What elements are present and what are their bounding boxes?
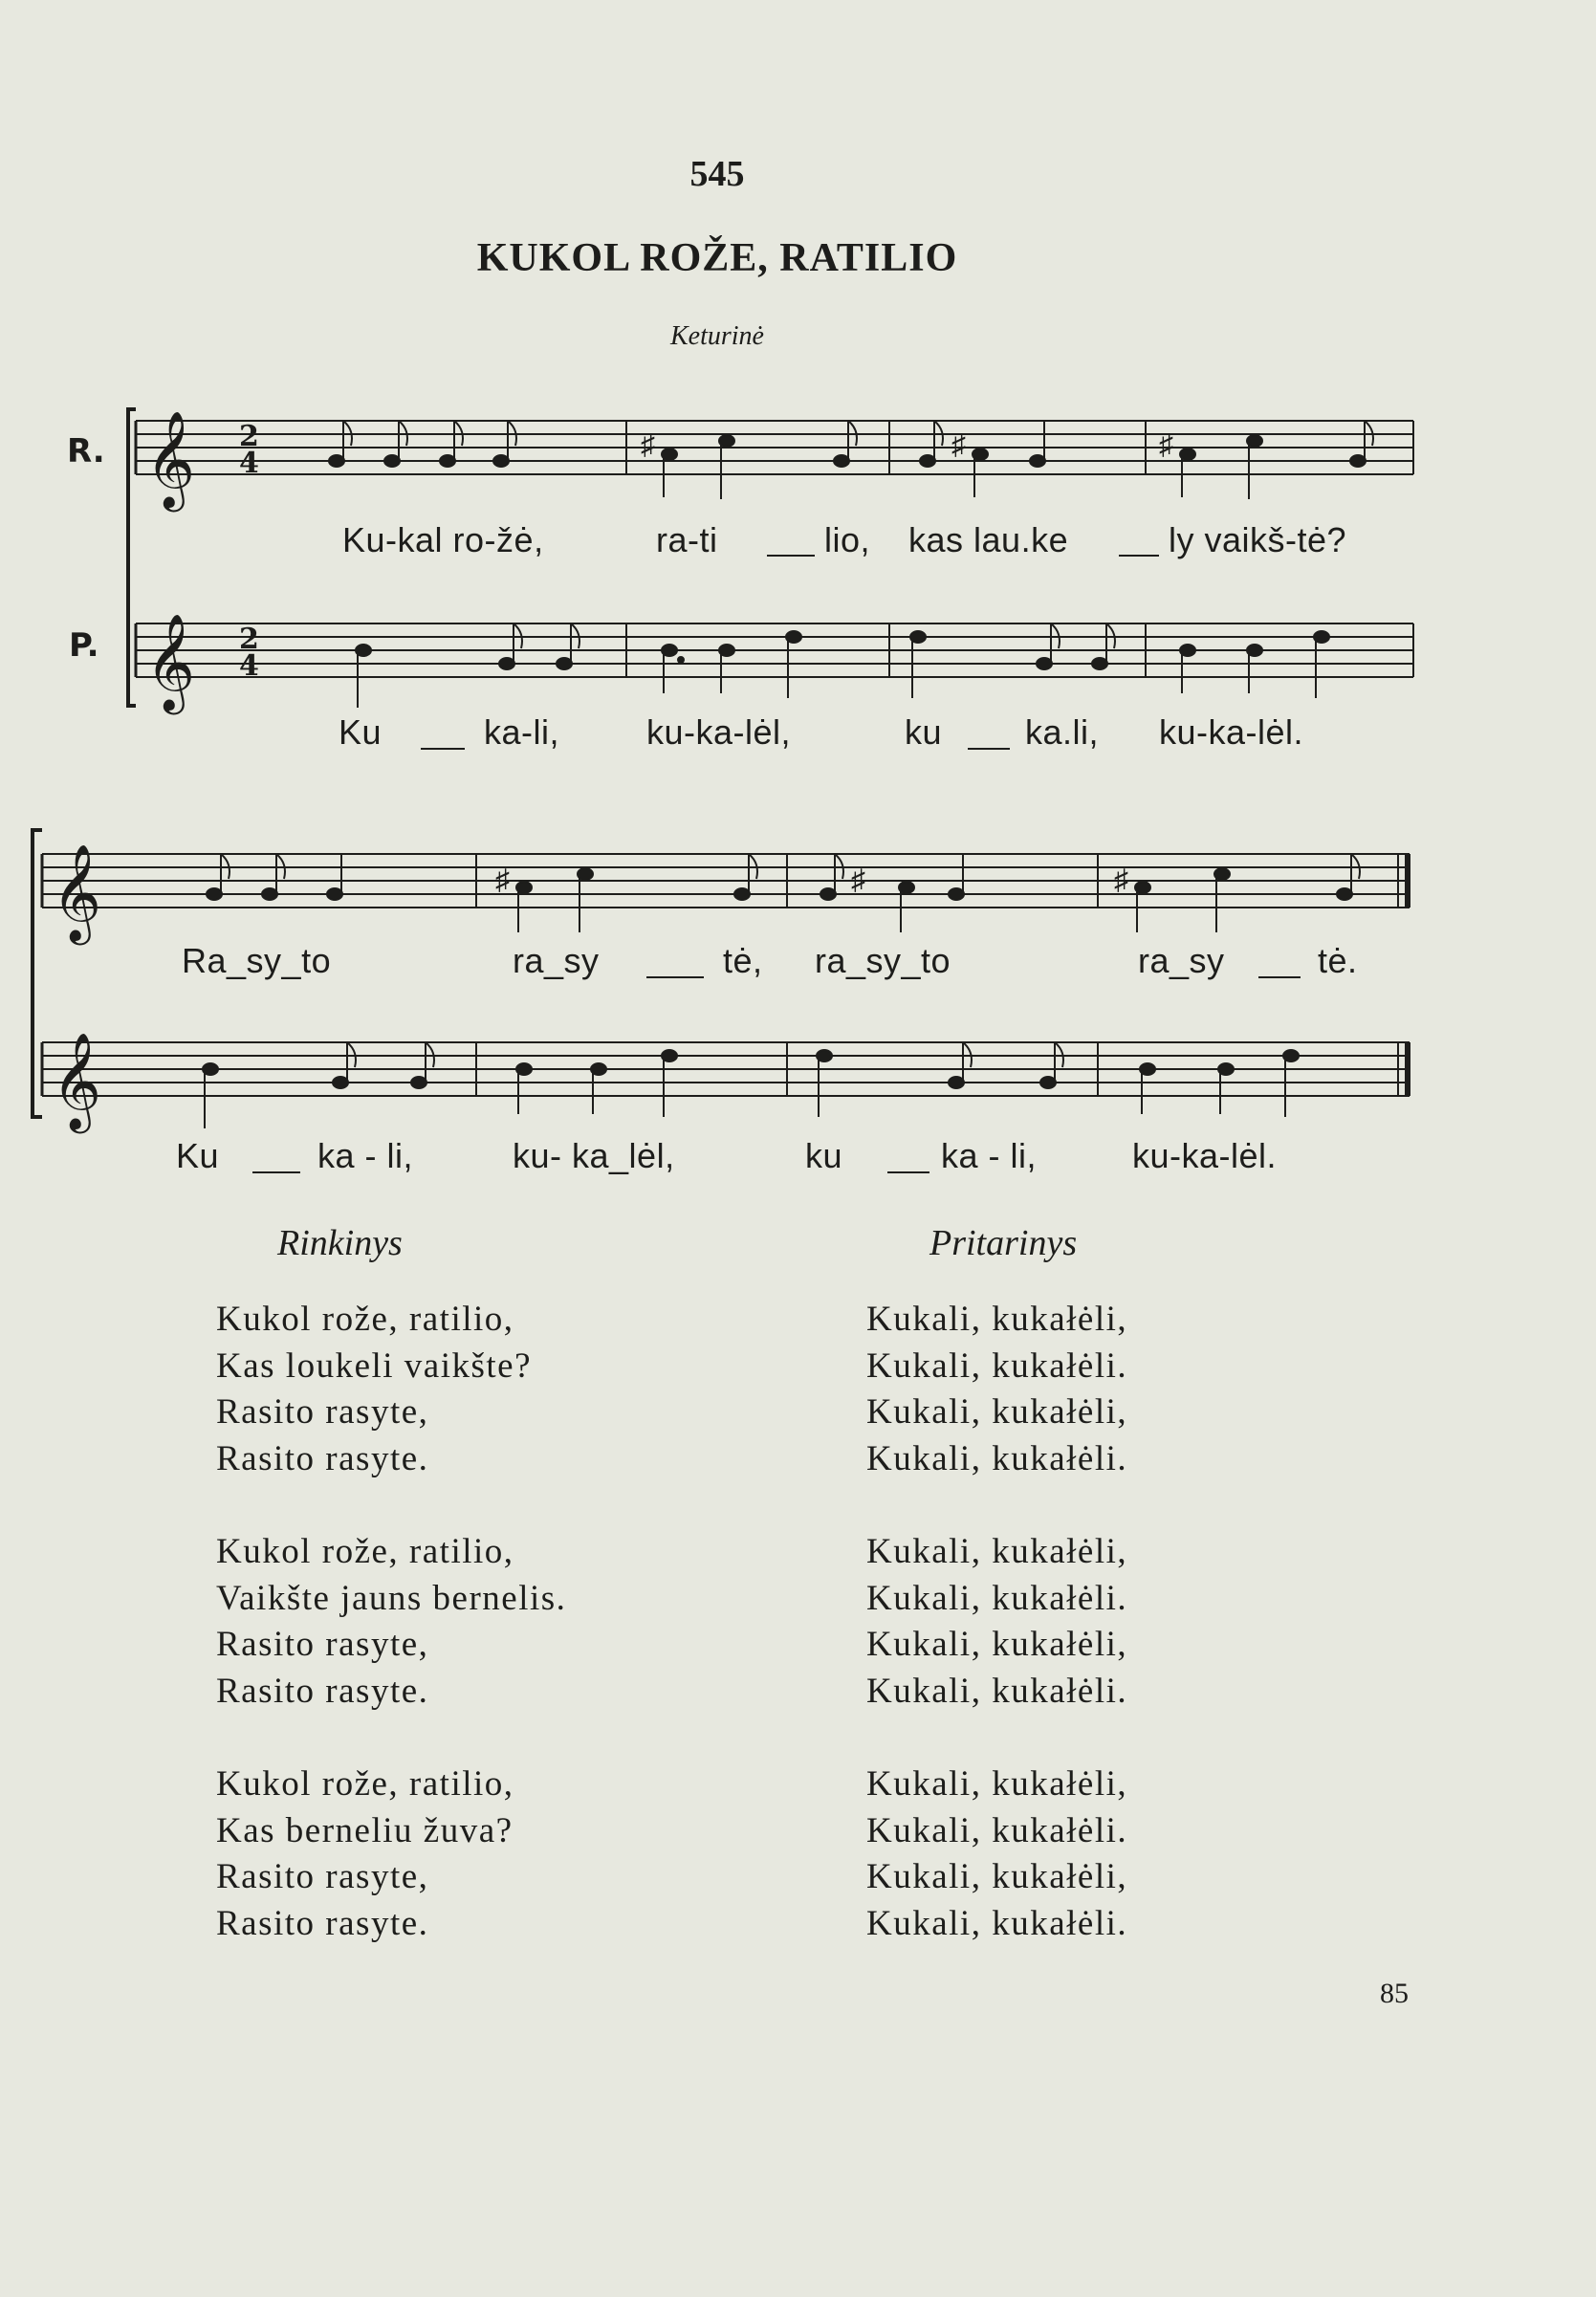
lyric-syllable: kas lau.ke	[908, 520, 1069, 559]
lyric-syllable: tė.	[1318, 941, 1358, 980]
lyric-syllable: ku-ka-lėl.	[1132, 1136, 1278, 1175]
treble-clef-icon: 𝄞	[52, 842, 102, 941]
left-column-verses	[216, 1297, 566, 1994]
lyric-syllable: ra_sy	[513, 941, 600, 980]
verse-line: Rasito rasyte.	[216, 1903, 429, 1943]
sharp-icon: ♯	[1114, 864, 1128, 896]
folio-number: 85	[1380, 1978, 1409, 2009]
time-signature-lower	[239, 623, 259, 683]
sharp-icon: ♯	[951, 429, 966, 461]
treble-clef-icon: 𝄞	[145, 409, 196, 508]
verse-line: Vaikšte jauns bernelis.	[216, 1578, 567, 1618]
lyric-syllable: ra_sy	[1138, 941, 1225, 980]
lyric-syllable: ka-li,	[484, 712, 560, 752]
svg-text:4: 4	[239, 649, 259, 683]
sharp-icon: ♯	[851, 864, 865, 896]
verse-line: Kukali, kukałėli,	[866, 1625, 1128, 1664]
right-column-heading: Pritarinys	[929, 1223, 1078, 1263]
verse-line: Kukol rože, ratilio,	[216, 1532, 514, 1571]
lyric-syllable: tė,	[723, 941, 763, 980]
melisma-line	[421, 748, 465, 750]
system1-upper-staff	[136, 421, 1413, 474]
verse-line: Kukol rože, ratilio,	[216, 1300, 514, 1339]
system2-lower-staff	[42, 1042, 1410, 1096]
sharp-icon: ♯	[641, 429, 655, 461]
melisma-line	[252, 1171, 300, 1173]
melisma-line	[646, 976, 704, 978]
sharp-icon: ♯	[1159, 429, 1173, 461]
verse-line: Rasito rasyte,	[216, 1857, 429, 1896]
lyric-syllable: ka - li,	[317, 1136, 414, 1175]
verse-line: Kukali, kukałėli.	[866, 1903, 1128, 1943]
melisma-line	[1119, 555, 1159, 557]
verse-line: Kukali, kukałėli.	[866, 1578, 1128, 1618]
lyric-syllable: ku	[905, 712, 943, 752]
verse-line: Kukali, kukałėli,	[866, 1392, 1128, 1432]
lyric-syllable: ku-ka-lėl,	[646, 712, 792, 752]
lyric-syllable: ka - li,	[941, 1136, 1038, 1175]
verse-line: Rasito rasyte.	[216, 1438, 429, 1478]
verse-line: Kukali, kukałėli.	[866, 1810, 1128, 1850]
system1-lower-staff	[136, 623, 1413, 677]
lyric-syllable: Ra_sy_to	[182, 941, 332, 980]
verse-line: Kukol rože, ratilio,	[216, 1764, 514, 1804]
lyric-syllable: Ku-kal ro-žė,	[342, 520, 544, 559]
melisma-line	[887, 1171, 929, 1173]
verse-line: Kukali, kukałėli,	[866, 1857, 1128, 1896]
svg-text:2: 2	[239, 623, 259, 656]
treble-clef-icon: 𝄞	[145, 612, 196, 711]
stanza	[866, 1297, 1127, 1482]
stanza	[866, 1529, 1127, 1715]
verse-line: Kukali, kukałėli,	[866, 1300, 1128, 1339]
verse-line: Rasito rasyte,	[216, 1625, 429, 1664]
song-title: KUKOL ROŽE, RATILIO	[476, 236, 958, 280]
verse-line: Rasito rasyte.	[216, 1671, 429, 1711]
stanza	[866, 1761, 1127, 1947]
treble-clef-icon: 𝄞	[52, 1031, 102, 1129]
stanza	[216, 1761, 566, 1947]
lyric-syllable: ku- ka_lėl,	[513, 1136, 675, 1175]
lyric-syllable: ly vaikš-tė?	[1169, 520, 1347, 559]
lyric-syllable: ku-ka-lėl.	[1159, 712, 1304, 752]
sharp-icon: ♯	[495, 864, 510, 896]
part-label-p: P.	[69, 626, 99, 665]
melisma-line	[1258, 976, 1301, 978]
stanza	[216, 1529, 566, 1715]
lyric-syllable: ra_sy_to	[815, 941, 951, 980]
stanza	[216, 1297, 566, 1482]
verse-line: Rasito rasyte,	[216, 1392, 429, 1432]
lyric-syllable: ra-ti	[656, 520, 718, 559]
time-signature-upper	[239, 420, 259, 480]
svg-text:2: 2	[239, 420, 259, 453]
song-subtitle: Keturinė	[670, 321, 764, 351]
right-column-verses	[866, 1297, 1127, 1994]
verse-line: Kas berneliu žuva?	[216, 1810, 514, 1850]
melisma-line	[767, 555, 815, 557]
melisma-line	[968, 748, 1010, 750]
lyric-syllable: Ku	[339, 712, 383, 752]
lyric-syllable: lio,	[824, 520, 871, 559]
system2-upper-staff	[42, 854, 1410, 908]
svg-text:4: 4	[239, 447, 259, 480]
verse-line: Kukali, kukałėli.	[866, 1671, 1128, 1711]
lyric-syllable: Ku	[176, 1136, 220, 1175]
verse-line: Kukali, kukałėli.	[866, 1438, 1128, 1478]
page-number: 545	[689, 154, 745, 194]
lyric-syllable: ka.li,	[1025, 712, 1100, 752]
lyric-syllable: ku	[805, 1136, 843, 1175]
part-label-r: R.	[67, 432, 105, 470]
left-column-heading: Rinkinys	[277, 1223, 403, 1263]
verse-line: Kukali, kukałėli.	[866, 1345, 1128, 1386]
verse-line: Kukali, kukałėli,	[866, 1764, 1128, 1804]
verse-line: Kukali, kukałėli,	[866, 1532, 1128, 1571]
verse-line: Kas loukeli vaikšte?	[216, 1345, 533, 1386]
